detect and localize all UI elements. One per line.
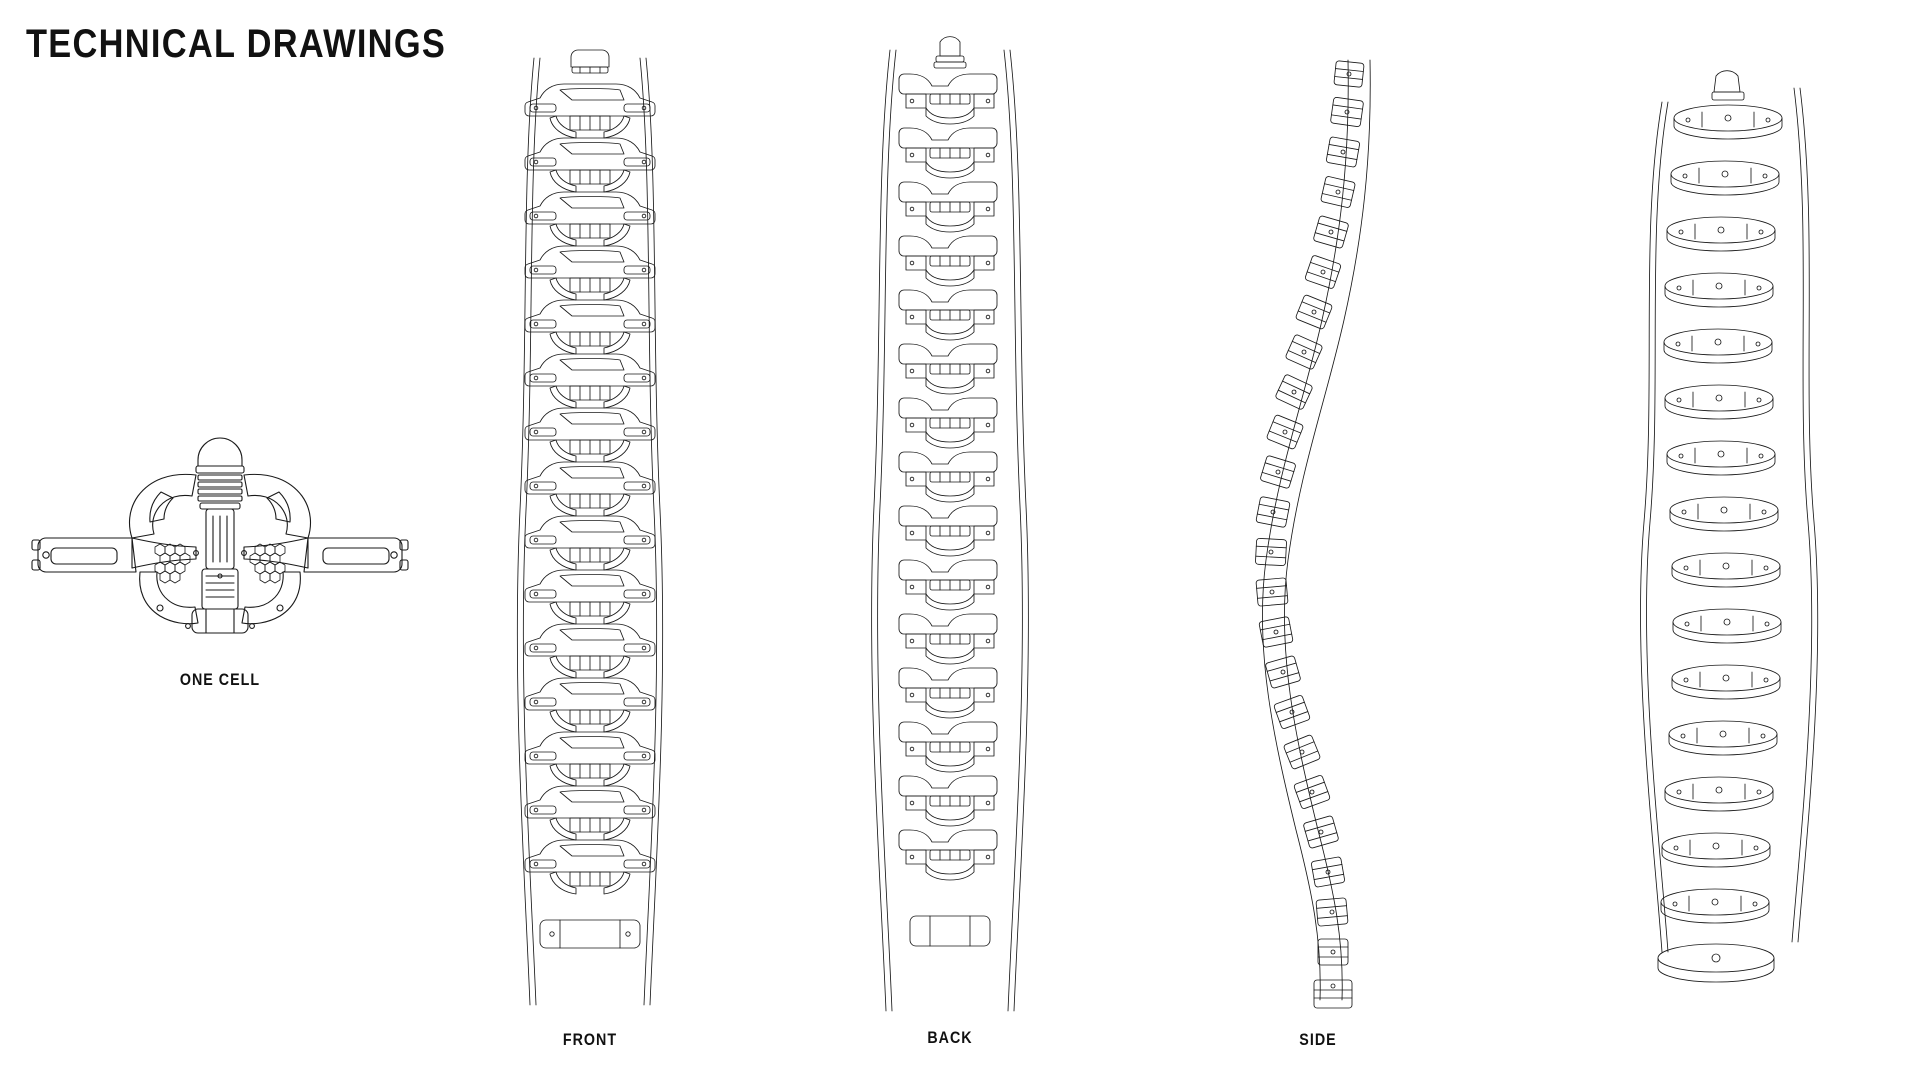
drawing-front bbox=[500, 40, 680, 1050]
drawing-perspective bbox=[1620, 52, 1840, 1032]
caption-side: SIDE bbox=[1299, 1030, 1337, 1049]
drawing-side bbox=[1230, 40, 1420, 1050]
page-title: TECHNICAL DRAWINGS bbox=[26, 22, 447, 66]
drawing-back bbox=[860, 36, 1040, 1050]
perspective-diagram bbox=[1620, 52, 1840, 1032]
caption-front: FRONT bbox=[562, 1030, 618, 1049]
back-diagram bbox=[860, 36, 1040, 1050]
side-diagram bbox=[1230, 40, 1420, 1050]
caption-back: BACK bbox=[927, 1028, 973, 1047]
drawing-one-cell bbox=[20, 430, 450, 710]
front-diagram bbox=[500, 40, 680, 1050]
one-cell-diagram bbox=[20, 430, 450, 710]
caption-one-cell: ONE CELL bbox=[179, 670, 261, 689]
